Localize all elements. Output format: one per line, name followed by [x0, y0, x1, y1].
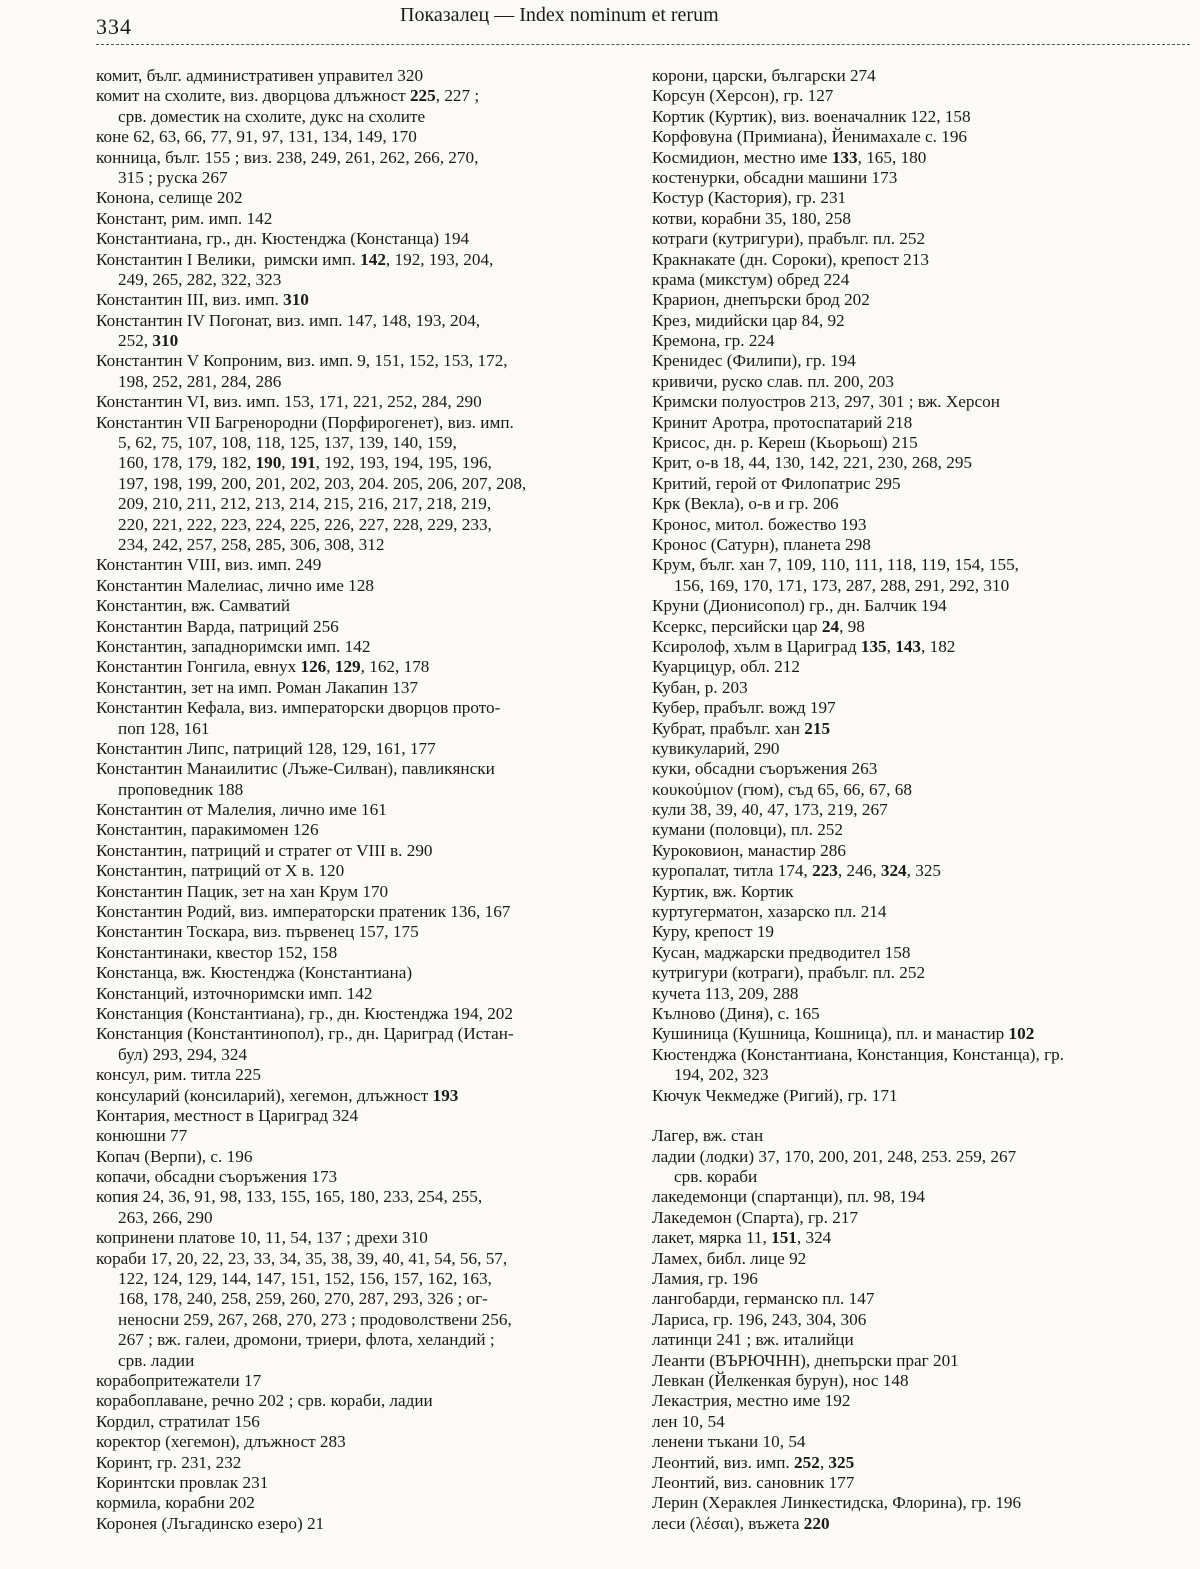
index-line: кучета 113, 209, 288	[652, 983, 799, 1003]
header-rule	[96, 44, 1190, 45]
index-line: Крисос, дн. р. Кереш (Кьорьош) 215	[652, 433, 918, 453]
index-line: лангобарди, германско пл. 147	[652, 1289, 875, 1309]
main-reference-page: 190	[255, 453, 282, 473]
index-text: Кушиница (Кушница, Кошница), пл. и манастир	[652, 1024, 1009, 1044]
index-line: Константин, вж. Самватий	[96, 596, 291, 616]
index-text: комит на схолите, виз. дворцова длъжност	[96, 86, 410, 106]
index-line: Константин, патриций от X в. 120	[96, 861, 345, 881]
index-line: Константин, паракимомен 126	[96, 820, 319, 840]
running-head: Показалец — Index nominum et rerum	[400, 4, 719, 26]
index-line: Кубан, р. 203	[652, 677, 748, 697]
main-reference-page: 129	[334, 657, 361, 677]
index-line	[96, 290, 636, 310]
index-line	[652, 1024, 1192, 1044]
index-line: Куроковион, манастир 286	[652, 840, 846, 860]
index-line: кораби 17, 20, 22, 23, 33, 34, 35, 38, 39, 40, 41, 54, 56, 57,	[96, 1248, 508, 1268]
index-line: Кючук Чекмедже (Ригий), гр. 171	[652, 1085, 898, 1105]
index-text: , 165, 180	[857, 147, 927, 167]
index-line: 156, 169, 170, 171, 173, 287, 288, 291, 292, 310	[674, 575, 1010, 595]
index-line: Левкан (Йелкенкая бурун), нос 148	[652, 1371, 909, 1390]
index-line: копия 24, 36, 91, 98, 133, 155, 165, 180, 233, 254, 255,	[96, 1187, 483, 1207]
main-reference-page: 102	[1008, 1024, 1035, 1044]
index-text: , 246,	[837, 861, 881, 881]
main-reference-page: 215	[804, 718, 831, 738]
index-line: Коринтски провлак 231	[96, 1472, 269, 1492]
main-reference-page: 151	[771, 1228, 797, 1248]
index-line: срв. кораби	[674, 1167, 758, 1187]
index-line: Кюстенджа (Константиана, Констанция, Констанца), гр.	[652, 1044, 1065, 1064]
index-line: 234, 242, 257, 258, 285, 306, 308, 312	[118, 534, 385, 554]
index-text: Леонтий, виз. имп.	[652, 1452, 795, 1472]
index-line: Константин Манаилитис (Лъже-Силван), павликянски	[96, 759, 495, 779]
index-line: Константин Варда, патриций 256	[96, 616, 339, 636]
main-reference-page: 143	[895, 636, 922, 656]
index-text: , 182	[921, 636, 956, 656]
index-line: Констанций, източноримски имп. 142	[96, 983, 373, 1003]
index-line: конюшни 77	[96, 1126, 188, 1146]
index-line: Круни (Дионисопол) гр., дн. Балчик 194	[652, 596, 947, 616]
index-line: 197, 198, 199, 200, 201, 202, 203, 204. 205, 206, 207, 208,	[118, 473, 527, 493]
index-text: консуларий (консиларий), хегемон, длъжност	[96, 1085, 433, 1105]
index-line	[652, 617, 1192, 637]
index-line: 194, 202, 323	[674, 1065, 769, 1085]
index-line: Кронос (Сатурн), планета 298	[652, 534, 871, 554]
index-line: поп 128, 161	[118, 718, 210, 738]
index-line: Констанца, вж. Кюстенджа (Константиана)	[96, 963, 413, 983]
index-line	[96, 86, 636, 106]
index-line: Константин VII Багренородни (Порфирогенет), виз. имп.	[96, 412, 514, 432]
main-reference-page: 252	[794, 1452, 820, 1472]
main-reference-page: 223	[812, 861, 838, 881]
index-line: костенурки, обсадни машини 173	[652, 167, 898, 187]
index-column-right	[652, 66, 1192, 1534]
index-line: Констант, рим. имп. 142	[96, 208, 273, 228]
index-line: Кортик (Куртик), виз. военачалник 122, 158	[652, 106, 971, 126]
index-text: 252,	[118, 331, 153, 351]
index-text: Константин Гонгила, евнух	[96, 657, 301, 677]
index-text: Ксиролоф, хълм в Цариград	[652, 636, 861, 656]
index-line: Кордил, стратилат 156	[96, 1411, 260, 1431]
index-line: Кренидес (Филипи), гр. 194	[652, 351, 856, 371]
index-line: лен 10, 54	[652, 1411, 725, 1431]
index-text: Константин III, виз. имп.	[96, 290, 284, 310]
index-line	[96, 453, 636, 473]
index-line: Константин, западноримски имп. 142	[96, 636, 371, 656]
index-line: куртугерматон, хазарско пл. 214	[652, 902, 887, 922]
index-line: Константин от Малелия, лично име 161	[96, 800, 387, 820]
index-line: Константин Тоскара, виз. първенец 157, 175	[96, 922, 419, 942]
index-line: Лариса, гр. 196, 243, 304, 306	[652, 1309, 867, 1329]
index-line: Контария, местност в Цариград 324	[96, 1105, 359, 1125]
index-text: 160, 178, 179, 182,	[118, 453, 256, 473]
index-line: Крит, о-в 18, 44, 130, 142, 221, 230, 268, 295	[652, 453, 973, 473]
index-line: Коронея (Лъгадинско езеро) 21	[96, 1513, 325, 1533]
index-line: крама (микстум) обред 224	[652, 269, 850, 289]
index-line: Крез, мидийски цар 84, 92	[652, 310, 845, 330]
index-text: , 192, 193, 194, 195, 196,	[315, 453, 492, 473]
index-line: Кримски полуостров 213, 297, 301 ; вж. Херсон	[652, 392, 1000, 412]
index-line: Константин V Копроним, виз. имп. 9, 151, 152, 153, 172,	[96, 351, 508, 371]
index-line: Лагер, вж. стан	[652, 1126, 764, 1146]
index-line: ладии (лодки) 37, 170, 200, 201, 248, 253. 259, 267	[652, 1146, 1017, 1166]
index-line: Ламия, гр. 196	[652, 1269, 758, 1289]
index-text: куропалат, титла 174,	[652, 861, 813, 881]
index-line: 209, 210, 211, 212, 213, 214, 215, 216, 217, 218, 219,	[118, 494, 492, 514]
index-line: коректор (хегемон), длъжност 283	[96, 1432, 346, 1452]
index-line: кули 38, 39, 40, 47, 173, 219, 267	[652, 800, 888, 820]
main-reference-page: 126	[300, 657, 327, 677]
index-line: кривичи, руско слав. пл. 200, 203	[652, 371, 894, 391]
index-line	[652, 719, 1192, 739]
index-line: Конона, селище 202	[96, 188, 243, 208]
main-reference-page: 225	[409, 86, 436, 106]
index-line: ленени тъкани 10, 54	[652, 1432, 806, 1452]
index-line: латинци 241 ; вж. италийци	[652, 1330, 854, 1350]
page-number: 334	[96, 14, 132, 39]
index-line: копринени платове 10, 11, 54, 137 ; дрехи 310	[96, 1228, 428, 1248]
index-line	[96, 250, 636, 270]
index-line	[96, 1086, 636, 1106]
index-line: 315 ; руска 267	[118, 167, 228, 187]
index-text: , 98	[839, 616, 865, 636]
index-line: Константин Родий, виз. императорски пратеник 136, 167	[96, 902, 511, 922]
index-line: 249, 265, 282, 322, 323	[118, 269, 282, 289]
main-reference-page: 133	[831, 147, 858, 167]
index-line: Константин Малелиас, лично име 128	[96, 575, 374, 595]
main-reference-page: 135	[860, 636, 887, 656]
index-line: кутригури (котраги), прабълг. пл. 252	[652, 963, 926, 983]
index-line: Копач (Верпи), с. 196	[96, 1146, 253, 1166]
main-reference-page: 310	[152, 331, 179, 351]
index-line: Константин IV Погонат, виз. имп. 147, 148, 193, 204,	[96, 310, 481, 330]
index-line	[96, 331, 636, 351]
index-line: 5, 62, 75, 107, 108, 118, 125, 137, 139, 140, 159,	[118, 433, 457, 453]
index-column-left	[96, 66, 636, 1534]
index-line	[652, 148, 1192, 168]
index-line: Констанция (Константинопол), гр., дн. Цариград (Истан-	[96, 1024, 514, 1044]
index-line: 267 ; вж. галеи, дромони, триери, флота, хеландий ;	[118, 1330, 495, 1350]
index-line: котраги (кутригури), прабълг. пл. 252	[652, 229, 926, 249]
main-reference-page: 191	[289, 453, 316, 473]
index-line: Костур (Кастория), гр. 231	[652, 188, 847, 208]
index-line: бул) 293, 294, 324	[118, 1044, 248, 1064]
index-line: срв. ладии	[118, 1350, 195, 1370]
index-line: Кронос, митол. божество 193	[652, 514, 867, 534]
index-text: лакет, мярка 11,	[652, 1228, 772, 1248]
index-line: Кракнакате (дн. Сороки), крепост 213	[652, 249, 929, 269]
index-line: Кусан, маджарски предводител 158	[652, 942, 911, 962]
index-line: куки, обсадни съоръжения 263	[652, 759, 878, 779]
index-text: Константин I Велики, римски имп.	[96, 249, 361, 269]
index-line: консул, рим. титла 225	[96, 1065, 262, 1085]
index-line	[652, 1514, 1192, 1534]
index-line	[96, 657, 636, 677]
index-text: Ксеркс, персийски цар	[652, 616, 822, 636]
index-line: 198, 252, 281, 284, 286	[118, 371, 282, 391]
index-line: коне 62, 63, 66, 77, 91, 97, 131, 134, 149, 170	[96, 127, 417, 147]
index-text: , 227 ;	[435, 86, 480, 106]
index-line: Константин Липс, патриций 128, 129, 161, 177	[96, 738, 436, 758]
main-reference-page: 193	[432, 1085, 459, 1105]
index-line: конница, бълг. 155 ; виз. 238, 249, 261, 262, 266, 270,	[96, 147, 479, 167]
index-line: 220, 221, 222, 223, 224, 225, 226, 227, 228, 229, 233,	[118, 514, 492, 534]
main-reference-page: 310	[283, 290, 309, 310]
index-line	[652, 637, 1192, 657]
index-line: Лерин (Хераклея Линкестидска, Флорина), гр. 196	[652, 1493, 1022, 1513]
index-line: Константин Кефала, виз. императорски дворцов прото-	[96, 698, 501, 718]
index-line: 263, 266, 290	[118, 1207, 213, 1227]
index-line: Ламех, библ. лице 92	[652, 1248, 807, 1268]
main-reference-page: 325	[828, 1452, 855, 1472]
index-line: комит, бълг. административен управител 320	[96, 66, 424, 85]
main-reference-page: 220	[803, 1513, 830, 1533]
index-line: проповедник 188	[118, 779, 244, 799]
index-text: Кубрат, прабълг. хан	[652, 718, 805, 738]
main-reference-page: 142	[360, 249, 386, 269]
index-line: Кремона, гр. 224	[652, 331, 775, 351]
main-reference-page: 24	[821, 616, 840, 636]
index-line: Корфовуна (Примиана), Йенимахале с. 196	[652, 127, 968, 147]
index-line: Константинаки, квестор 152, 158	[96, 942, 338, 962]
index-text: , 325	[906, 861, 942, 881]
index-line: Крк (Векла), о-в и гр. 206	[652, 494, 839, 514]
index-line: Леанти (ВЪРЮЧНН), днепърски праг 201	[652, 1350, 959, 1370]
index-line: Константиана, гр., дн. Кюстенджа (Констанца) 194	[96, 229, 470, 249]
index-line: Константин VI, виз. имп. 153, 171, 221, 252, 284, 290	[96, 392, 482, 412]
index-text: ,	[326, 657, 335, 677]
index-text: леси (λέσαι), въжета	[652, 1513, 804, 1533]
index-line	[652, 1228, 1192, 1248]
index-line: кувикуларий, 290	[652, 738, 780, 758]
index-text: ,	[281, 453, 290, 473]
index-line: корабоплаване, речно 202 ; срв. кораби, ладии	[96, 1391, 433, 1411]
index-line	[652, 1453, 1192, 1473]
main-reference-page: 324	[880, 861, 907, 881]
index-line: κουκούμιον (гюм), съд 65, 66, 67, 68	[652, 779, 912, 799]
index-line: лакедемонци (спартанци), пл. 98, 194	[652, 1187, 926, 1207]
index-line: Корсун (Херсон), гр. 127	[652, 86, 834, 106]
index-line: кормила, корабни 202	[96, 1493, 255, 1513]
index-text: Космидион, местно име	[652, 147, 832, 167]
index-text: , 324	[796, 1228, 832, 1248]
index-text: , 162, 178	[360, 657, 430, 677]
index-line: Константин, патриций и стратег от VIII в. 290	[96, 840, 433, 860]
index-line: Кубер, прабълг. вожд 197	[652, 698, 836, 718]
index-line: Куарцицур, обл. 212	[652, 657, 800, 677]
index-line: Констанция (Константиана), гр., дн. Кюстенджа 194, 202	[96, 1003, 513, 1023]
index-line: Куртик, вж. Кортик	[652, 881, 794, 901]
index-text: ,	[886, 636, 896, 656]
index-line: Константин Пацик, зет на хан Крум 170	[96, 881, 389, 901]
index-line: Константин VIII, виз. имп. 249	[96, 555, 322, 575]
index-line: 168, 178, 240, 258, 259, 260, 270, 287, 293, 326 ; ог-	[118, 1289, 488, 1309]
index-line: Кълново (Диня), с. 165	[652, 1003, 820, 1023]
index-line: корони, царски, български 274	[652, 66, 876, 85]
index-line: копачи, обсадни съоръжения 173	[96, 1167, 338, 1187]
index-line: корабопритежатели 17	[96, 1371, 262, 1390]
index-line: Куру, крепост 19	[652, 922, 775, 942]
index-line: Лакедемон (Спарта), гр. 217	[652, 1207, 859, 1227]
index-line: неносни 259, 267, 268, 270, 273 ; продоволствени 256,	[118, 1309, 512, 1329]
index-line: Леонтий, виз. сановник 177	[652, 1472, 855, 1492]
index-line: котви, корабни 35, 180, 258	[652, 208, 851, 228]
index-text: ,	[819, 1452, 829, 1472]
index-line: Константин, зет на имп. Роман Лакапин 137	[96, 677, 419, 697]
index-section-gap	[652, 1106, 1192, 1126]
index-line: Кринит Аротра, протоспатарий 218	[652, 412, 913, 432]
index-line: срв. доместик на схолите, дукс на схолите	[118, 106, 426, 126]
index-line: Крум, бълг. хан 7, 109, 110, 111, 118, 119, 154, 155,	[652, 555, 1019, 575]
index-line: кумани (половци), пл. 252	[652, 820, 843, 840]
index-line	[652, 861, 1192, 881]
index-line: Лекастрия, местно име 192	[652, 1391, 851, 1411]
index-line: 122, 124, 129, 144, 147, 151, 152, 156, 157, 162, 163,	[118, 1269, 492, 1289]
index-line: Коринт, гр. 231, 232	[96, 1452, 242, 1472]
index-text: , 192, 193, 204,	[385, 249, 494, 269]
index-line: Крарион, днепърски брод 202	[652, 290, 870, 310]
index-line: Критий, герой от Филопатрис 295	[652, 473, 901, 493]
